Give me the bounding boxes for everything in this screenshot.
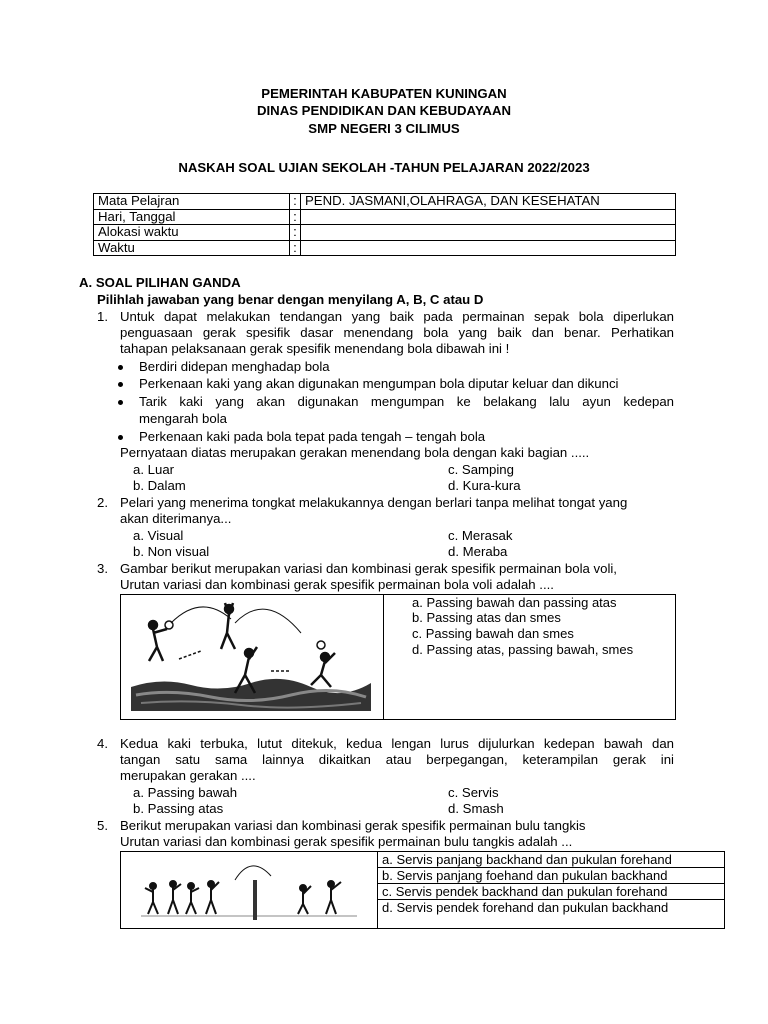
q4-option-a: a. Passing bawah (133, 785, 238, 800)
header-department: DINAS PENDIDIKAN DAN KEBUDAYAAN (256, 103, 511, 118)
q4-text-line: Kedua kaki terbuka, lutut ditekuk, kedua lengan lurus dijulurkan kedepan bawah dan (120, 736, 674, 751)
q2-text-line: Pelari yang menerima tongkat melakukannya dengan berlari tanpa melihat tongat yang (120, 495, 628, 510)
q4-text-line: merupakan gerakan .... (120, 768, 256, 783)
q3-text-line: Urutan variasi dan kombinasi gerak spesifik permainan bola voli adalah .... (120, 577, 554, 592)
bullet-icon (118, 435, 123, 440)
q3-box-divider (383, 595, 384, 719)
q2-option-c: c. Merasak (448, 528, 513, 543)
q1-statement: Pernyataan diatas merupakan gerakan menendang bola dengan kaki bagian ..... (120, 445, 590, 460)
info-label: Mata Pelajran (94, 194, 290, 210)
q4-option-d: d. Smash (448, 801, 504, 816)
bullet-icon (118, 400, 123, 405)
q4-option-c: c. Servis (448, 785, 499, 800)
q2-option-a: a. Visual (133, 528, 184, 543)
info-colon: : (290, 209, 301, 225)
q2-option-d: d. Meraba (448, 544, 508, 559)
q1-option-c: c. Samping (448, 462, 514, 477)
volleyball-illustration (131, 599, 371, 714)
player-figure (145, 881, 341, 914)
section-title: A. SOAL PILIHAN GANDA (79, 275, 241, 290)
q5-option-a: a. Servis panjang backhand dan pukulan forehand (382, 852, 672, 867)
q1-option-a: a. Luar (133, 462, 175, 477)
info-value (301, 209, 676, 225)
q3-text-line: Gambar berikut merupakan variasi dan kombinasi gerak spesifik permainan bola voli, (120, 561, 617, 576)
player-figure (221, 603, 235, 649)
info-label: Alokasi waktu (94, 225, 290, 241)
info-row-allocation (94, 225, 676, 241)
q1-text-line: Untuk dapat melakukan tendangan yang baik pada permainan sepak bola diperlukan (120, 309, 674, 324)
q5-box-divider (377, 852, 378, 928)
info-row-subject (94, 194, 676, 210)
q5-text-line: Berikut merupakan variasi dan kombinasi gerak spesifik permainan bulu tangkis (120, 818, 586, 833)
q1-text-line: tahapan pelaksanaan gerak spesifik menendang bola dibawah ini ! (120, 341, 510, 356)
info-label: Waktu (94, 240, 290, 256)
q1-text-line: penguasaan gerak spesifik dasar menendang bola yang baik dan benar. Perhatikan (120, 325, 674, 340)
header-government: PEMERINTAH KABUPATEN KUNINGAN (261, 86, 507, 101)
section-instruction: Pilihlah jawaban yang benar dengan menyilang A, B, C atau D (97, 292, 484, 307)
q3-option-b: b. Passing atas dan smes (412, 610, 561, 625)
info-value (301, 225, 676, 241)
player-figure (311, 653, 335, 687)
q3-number: 3. (97, 561, 108, 576)
q4-text-line: tangan satu sama lainnya dikaitkan atau berpegangan, keterampilan gerak ini (120, 752, 674, 767)
q5-figure-box (120, 851, 725, 929)
q5-option-b: b. Servis panjang foehand dan pukulan backhand (382, 868, 668, 883)
q1-bullet: Perkenaan kaki yang akan digunakan mengumpan bola diputar keluar dan dikunci (139, 376, 619, 391)
ball-icon (317, 641, 325, 649)
info-value (301, 240, 676, 256)
info-label: Hari, Tanggal (94, 209, 290, 225)
q5-number: 5. (97, 818, 108, 833)
q2-text-line: akan diterimanya... (120, 511, 232, 526)
q2-number: 2. (97, 495, 108, 510)
q5-option-d: d. Servis pendek forehand dan pukulan backhand (382, 900, 669, 915)
badminton-illustration (131, 858, 367, 924)
q5-text-line: Urutan variasi dan kombinasi gerak spesifik permainan bulu tangkis adalah ... (120, 834, 573, 849)
q1-bullet: mengarah bola (139, 411, 227, 426)
q4-option-b: b. Passing atas (133, 801, 224, 816)
q1-option-b: b. Dalam (133, 478, 186, 493)
q1-bullet: Perkenaan kaki pada bola tepat pada tengah – tengah bola (139, 429, 486, 444)
q3-option-a: a. Passing bawah dan passing atas (412, 595, 617, 610)
q3-figure-box (120, 594, 676, 720)
q5-option-c: c. Servis pendek backhand dan pukulan forehand (382, 884, 668, 899)
q1-option-d: d. Kura-kura (448, 478, 521, 493)
q1-bullet: Tarik kaki yang akan digunakan mengumpan ke belakang lalu ayun kedepan (139, 394, 674, 409)
q4-number: 4. (97, 736, 108, 751)
q3-option-d: d. Passing atas, passing bawah, smes (412, 642, 634, 657)
info-colon: : (290, 240, 301, 256)
bullet-icon (118, 365, 123, 370)
info-value: PEND. JASMANI,OLAHRAGA, DAN KESEHATAN (301, 194, 676, 210)
q1-number: 1. (97, 309, 108, 324)
info-colon: : (290, 194, 301, 210)
info-row-date (94, 209, 676, 225)
info-colon: : (290, 225, 301, 241)
exam-title: NASKAH SOAL UJIAN SEKOLAH -TAHUN PELAJARAN 2022/2023 (178, 160, 590, 175)
info-table (93, 193, 676, 256)
q3-option-c: c. Passing bawah dan smes (412, 626, 574, 641)
player-figure (149, 621, 167, 661)
header-school: SMP NEGERI 3 CILIMUS (308, 121, 460, 136)
bullet-icon (118, 382, 123, 387)
q2-option-b: b. Non visual (133, 544, 210, 559)
info-row-time (94, 240, 676, 256)
q1-bullet: Berdiri didepan menghadap bola (139, 359, 330, 374)
